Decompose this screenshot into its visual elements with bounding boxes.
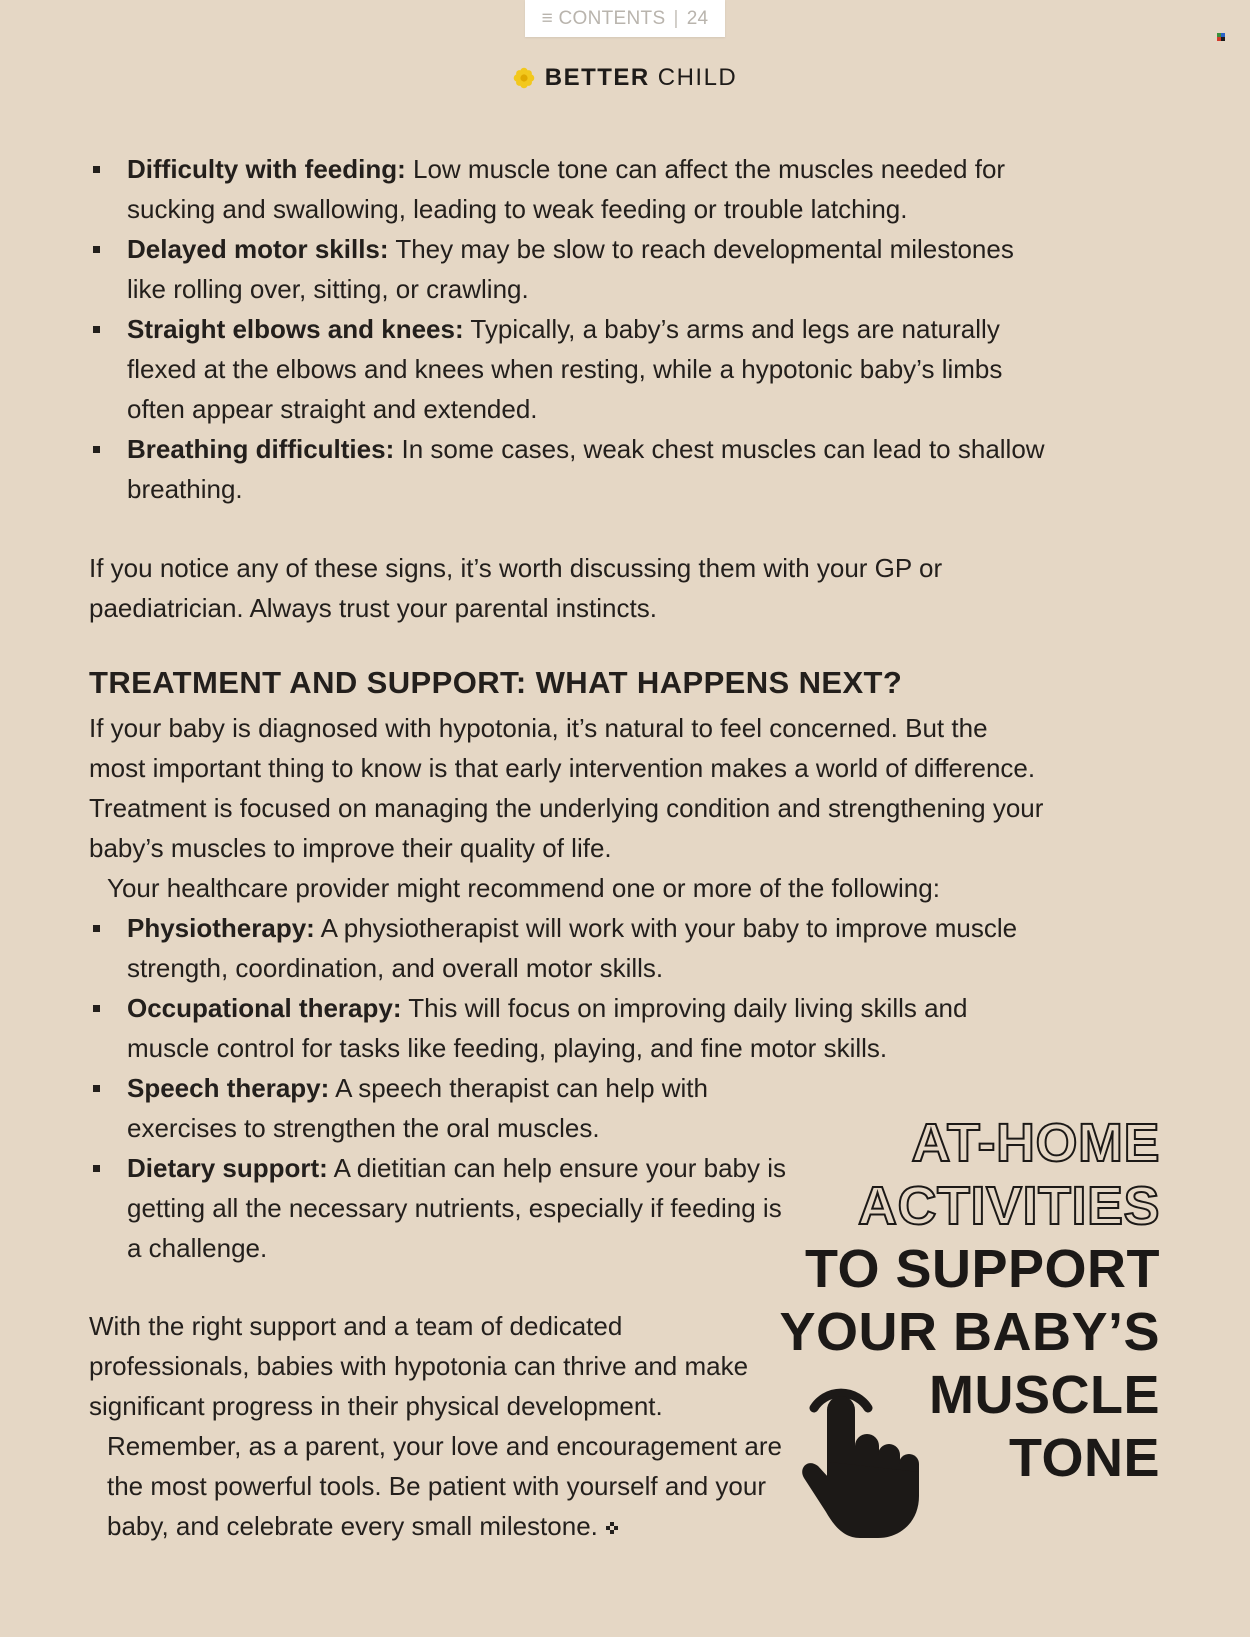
divider: | [673,7,679,29]
item-text: In some cases, weak chest muscles can lead to shallow breathing. [127,434,1045,504]
treatments-block-top [89,908,1019,1068]
brand-name-bold: BETTER [544,64,650,91]
list-item [89,1148,789,1268]
item-label: Occupational therapy: [127,993,402,1023]
item-label: Dietary support: [127,1153,328,1183]
item-label: Physiotherapy: [127,913,315,943]
treatments-list [89,908,1019,1068]
feature-title-line-4: YOUR BABY’S [779,1302,1160,1362]
treatments-block-bottom [89,1068,789,1268]
closing-section [89,1306,789,1546]
flower-icon [513,67,535,89]
item-text: Low muscle tone can affect the muscles needed for sucking and swallowing, leading to weak feeding or trouble latching. [127,154,1006,224]
page-number: 24 [686,7,709,29]
item-label: Delayed motor skills: [127,234,389,264]
item-text: They may be slow to reach developmental milestones like rolling over, sitting, or crawling. [127,234,1014,304]
item-label: Breathing difficulties: [127,434,395,464]
intro-paragraph: If your baby is diagnosed with hypotonia, it’s natural to feel concerned. But the most important thing to know is that early intervention makes a world of difference. Treatment is focused on managing the underlying condition and strengthening your baby’s muscles to improve their quality of life. [89,713,1044,863]
treatments-list-continued [89,1068,789,1268]
item-text: Typically, a baby’s arms and legs are naturally flexed at the elbows and knees when resting, while a hypotonic baby’s limbs often appear straight and extended. [127,314,1003,424]
brand-logo [0,64,1250,92]
list-item [89,229,1049,309]
item-label: Straight elbows and knees: [127,314,464,344]
advice-paragraph: If you notice any of these signs, it’s worth discussing them with your GP or paediatrician. Always trust your parental instincts. [89,553,943,623]
item-text: This will focus on improving daily living skills and muscle control for tasks like feeding, playing, and fine motor skills. [127,993,968,1063]
end-of-article-icon [606,1522,618,1534]
list-item [89,429,1049,509]
symptoms-section [89,149,1049,509]
symptoms-list [89,149,1049,509]
closing-paragraph-1: With the right support and a team of dedicated professionals, babies with hypotonia can thrive and make significant progress in their physical development. [89,1311,749,1421]
contents-label: ≡ CONTENTS [541,7,666,29]
section-heading: TREATMENT AND SUPPORT: WHAT HAPPENS NEXT? [89,665,903,700]
feature-title-line-2: ACTIVITIES [857,1176,1160,1236]
list-item [89,988,1019,1068]
item-text: A dietitian can help ensure your baby is getting all the necessary nutrients, especially if feeding is a challenge. [127,1153,787,1263]
item-label: Difficulty with feeding: [127,154,406,184]
feature-title-line-5: MUSCLE [929,1365,1160,1425]
feature-title-line-1: AT-HOME [911,1113,1160,1173]
hand-pointer-icon[interactable] [800,1372,922,1540]
lead-in-paragraph: Your healthcare provider might recommend one or more of the following: [107,873,940,903]
feature-title-line-6: TONE [1008,1428,1160,1488]
contents-button[interactable] [525,0,725,37]
brand-name-light: CHILD [657,64,738,91]
list-item [89,309,1049,429]
list-item [89,1068,789,1148]
closing-paragraph-2 [89,1426,789,1546]
corner-marker-icon [1217,33,1225,41]
item-label: Speech therapy: [127,1073,330,1103]
feature-title-line-3: TO SUPPORT [804,1239,1160,1299]
item-text: A physiotherapist will work with your baby to improve muscle strength, coordination, and overall motor skills. [127,913,1018,983]
list-item [89,149,1049,229]
item-text: A speech therapist can help with exercises to strengthen the oral muscles. [127,1073,708,1143]
closing-paragraph-2-text: Remember, as a parent, your love and encouragement are the most powerful tools. Be patient with yourself and your baby, and celebrate every small milestone. [107,1431,782,1541]
treatment-section [89,708,1049,908]
list-item [89,908,1019,988]
